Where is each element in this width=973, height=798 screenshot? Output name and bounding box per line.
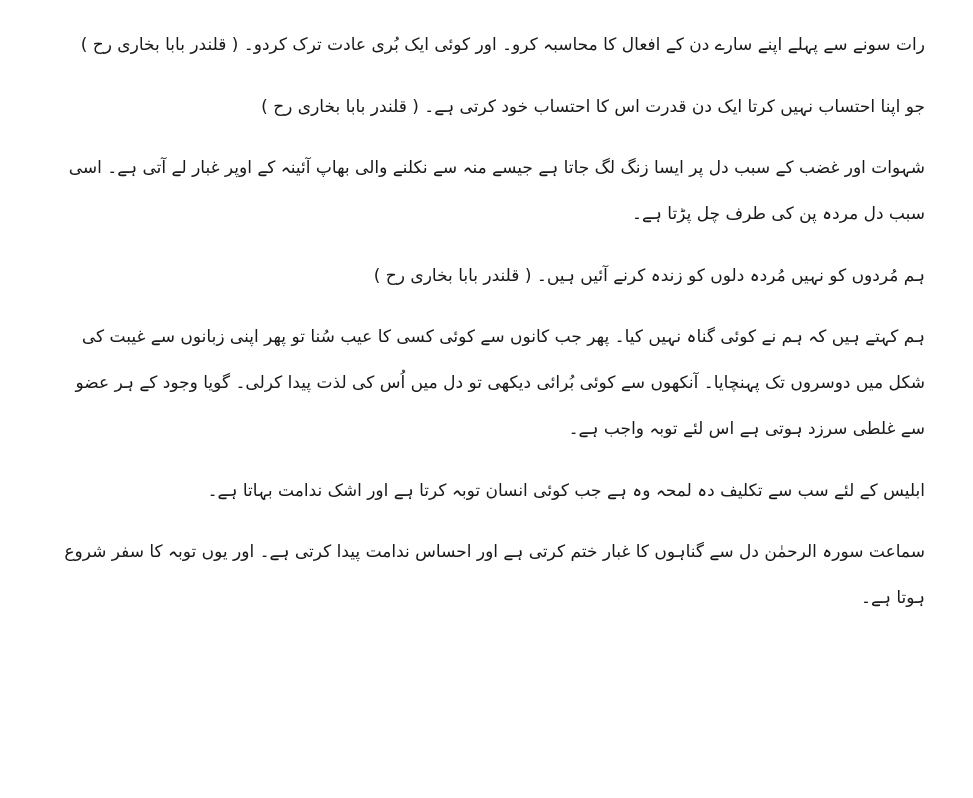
paragraph-1: رات سونے سے پہلے اپنے سارے دن کے افعال کا محاسبہ کرو۔ اور کوئی ایک بُری عادت ترک کردو۔ ( قلندر بابا بخاری رح ): [80, 35, 925, 55]
paragraph-4: ہم مُردوں کو نہیں مُردہ دلوں کو زندہ کرنے آئیں ہیں۔ ( قلندر بابا بخاری رح ): [373, 266, 925, 286]
paragraph-6: ابلیس کے لئے سب سے تکلیف دہ لمحہ وہ ہے جب کوئی انسان توبہ کرتا ہے اور اشک ندامت بہاتا ہے۔: [207, 481, 925, 501]
paragraph-5: ہم کہتے ہیں کہ ہم نے کوئی گناہ نہیں کیا۔ پھر جب کانوں سے کوئی کسی کا عیب سُنا تو پھر اپنی زبانوں سے غیبت کی شکل میں دوسروں تک پہنچایا۔ آنکھوں سے کوئی بُرائی دیکھی تو دل میں اُس کی لذت پیدا کرلی۔ گویا وجود کے ہر عضو سے غلطی سرزد ہوتی ہے اس لئے توبہ واجب ہے۔: [75, 327, 925, 439]
paragraph-3: شہوات اور غضب کے سبب دل پر ایسا زنگ لگ جاتا ہے جیسے منہ سے نکلنے والی بھاپ آئینہ کے اوپر غبار لے آتی ہے۔ اسی سبب دل مردہ پن کی طرف چل پڑتا ہے۔: [68, 158, 925, 224]
paragraph-2: جو اپنا احتساب نہیں کرتا ایک دن قدرت اس کا احتساب خود کرتی ہے۔ ( قلندر بابا بخاری رح ): [261, 97, 925, 117]
paragraph-7: سماعت سورہ الرحمٰن دل سے گناہوں کا غبار ختم کرتی ہے اور احساس ندامت پیدا کرتی ہے۔ اور یوں توبہ کا سفر شروع ہوتا ہے۔: [64, 542, 925, 608]
